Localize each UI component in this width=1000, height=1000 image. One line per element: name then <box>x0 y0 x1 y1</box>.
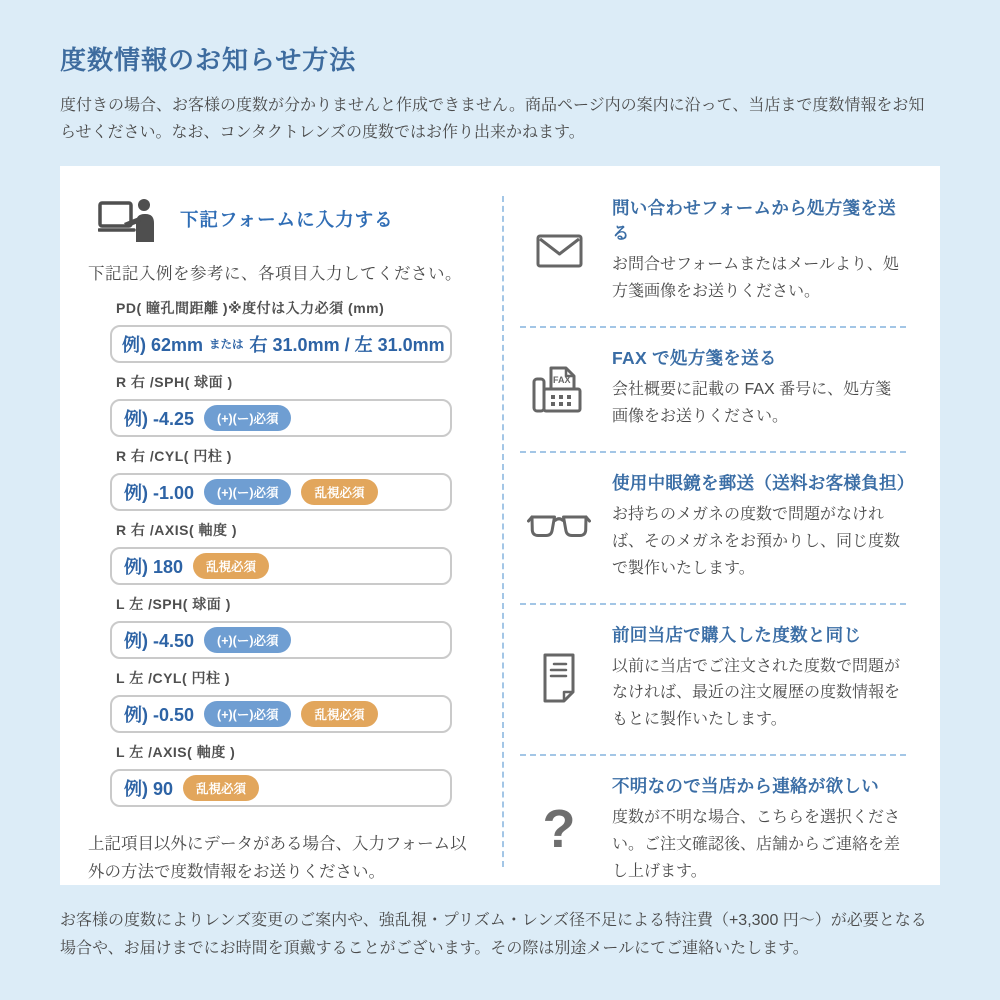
field-example-l-axis <box>110 769 452 807</box>
methods-column <box>504 166 940 885</box>
field-example-l-cyl <box>110 695 452 733</box>
example-value: 例) -4.25 <box>124 409 195 430</box>
field-label-l-axis: L 左 /AXIS( 軸度 ) <box>116 744 236 761</box>
intro-text: 度付きの場合、お客様の度数が分かりませんと作成できません。商品ページ内の案内に沿って、当店まで度数情報をお知らせください。なお、コンタクトレンズの度数ではお作り出来かねます。 <box>60 97 925 142</box>
field-example-l-sph <box>110 621 452 659</box>
example-value: 右 31.0mm / 左 31.0mm <box>249 335 445 356</box>
example-value: 例) 90 <box>124 779 174 800</box>
badge-plus-minus-required: (+)(ー)必須 <box>204 479 291 505</box>
method-body: 度数が不明な場合、こちらを選択ください。ご注文確認後、店舗からご連絡を差し上げます。 <box>612 809 901 880</box>
badge-astigmatism-required: 乱視必須 <box>183 775 259 801</box>
method-body: 会社概要に記載の FAX 番号に、処方箋画像をお送りください。 <box>612 381 892 425</box>
method-previous-order <box>520 605 906 757</box>
method-contact-form <box>520 178 906 328</box>
field-label-l-cyl: L 左 /CYL( 円柱 ) <box>116 670 231 687</box>
method-title: 使用中眼鏡を郵送（送料お客様負担） <box>612 472 915 493</box>
question-mark-icon: ? <box>542 799 576 860</box>
document-icon <box>520 653 598 703</box>
example-value: 例) -4.50 <box>124 631 195 652</box>
example-connector: または <box>209 339 244 352</box>
badge-astigmatism-required: 乱視必須 <box>193 553 269 579</box>
method-body: お持ちのメガネの度数で問題がなければ、そのメガネをお預かりし、同じ度数で製作いたします。 <box>612 505 901 577</box>
form-note: 上記項目以外にデータがある場合、入力フォーム以外の方法で度数情報をお送りください。 <box>88 835 467 882</box>
form-instruction: 下記記入例を参考に、各項目入力してください。 <box>88 265 462 284</box>
badge-astigmatism-required: 乱視必須 <box>301 479 377 505</box>
field-label-r-sph: R 右 /SPH( 球面 ) <box>116 374 233 391</box>
field-label-r-axis: R 右 /AXIS( 軸度 ) <box>116 522 238 539</box>
method-contact-me <box>520 756 906 906</box>
method-mail-glasses <box>520 453 915 605</box>
example-value: 例) -0.50 <box>124 705 195 726</box>
field-example-r-cyl <box>110 473 452 511</box>
example-value: 例) 62mm <box>122 335 204 356</box>
method-title: 前回当店で購入した度数と同じ <box>612 624 862 645</box>
badge-plus-minus-required: (+)(ー)必須 <box>204 405 291 431</box>
fax-icon <box>520 364 598 413</box>
method-title: 問い合わせフォームから処方箋を送る <box>612 198 896 244</box>
field-example-pd <box>110 325 452 363</box>
method-title: FAX で処方箋を送る <box>612 348 777 369</box>
field-example-r-axis <box>110 547 452 585</box>
badge-plus-minus-required: (+)(ー)必須 <box>204 627 291 653</box>
svg-text:FAX: FAX <box>553 374 571 385</box>
form-example-rows <box>110 298 452 807</box>
form-header-title: 下記フォームに入力する <box>180 209 394 231</box>
method-body: 以前に当店でご注文された度数で問題がなければ、最近の注文履歴の度数情報をもとに製作いたします。 <box>612 657 901 729</box>
method-body: お問合せフォームまたはメールより、処方箋画像をお送りください。 <box>612 256 899 301</box>
form-header <box>98 196 502 242</box>
method-fax <box>520 328 906 453</box>
field-example-r-sph <box>110 399 452 437</box>
field-label-pd: PD( 瞳孔間距離 )※度付は入力必須 (mm) <box>116 300 385 317</box>
example-value: 例) -1.00 <box>124 483 195 504</box>
badge-astigmatism-required: 乱視必須 <box>301 701 377 727</box>
method-title: 不明なので当店から連絡が欲しい <box>612 776 879 797</box>
methods-card <box>60 166 940 885</box>
form-entry-icon <box>98 196 156 242</box>
footer-note: お客様の度数によりレンズ変更のご案内や、強乱視・プリズム・レンズ径不足による特注費（+3,300 円〜）が必要となる場合や、お届けまでにお時間を頂戴することがございます。その際は別途メールにてご連絡いたします。 <box>60 912 927 957</box>
form-column <box>60 166 502 885</box>
badge-plus-minus-required: (+)(ー)必須 <box>204 701 291 727</box>
field-label-r-cyl: R 右 /CYL( 円柱 ) <box>116 448 232 465</box>
page-title: 度数情報のお知らせ方法 <box>60 45 357 75</box>
example-value: 例) 180 <box>124 557 184 578</box>
glasses-icon <box>520 513 598 540</box>
envelope-icon <box>520 234 598 268</box>
field-label-l-sph: L 左 /SPH( 球面 ) <box>116 596 231 613</box>
